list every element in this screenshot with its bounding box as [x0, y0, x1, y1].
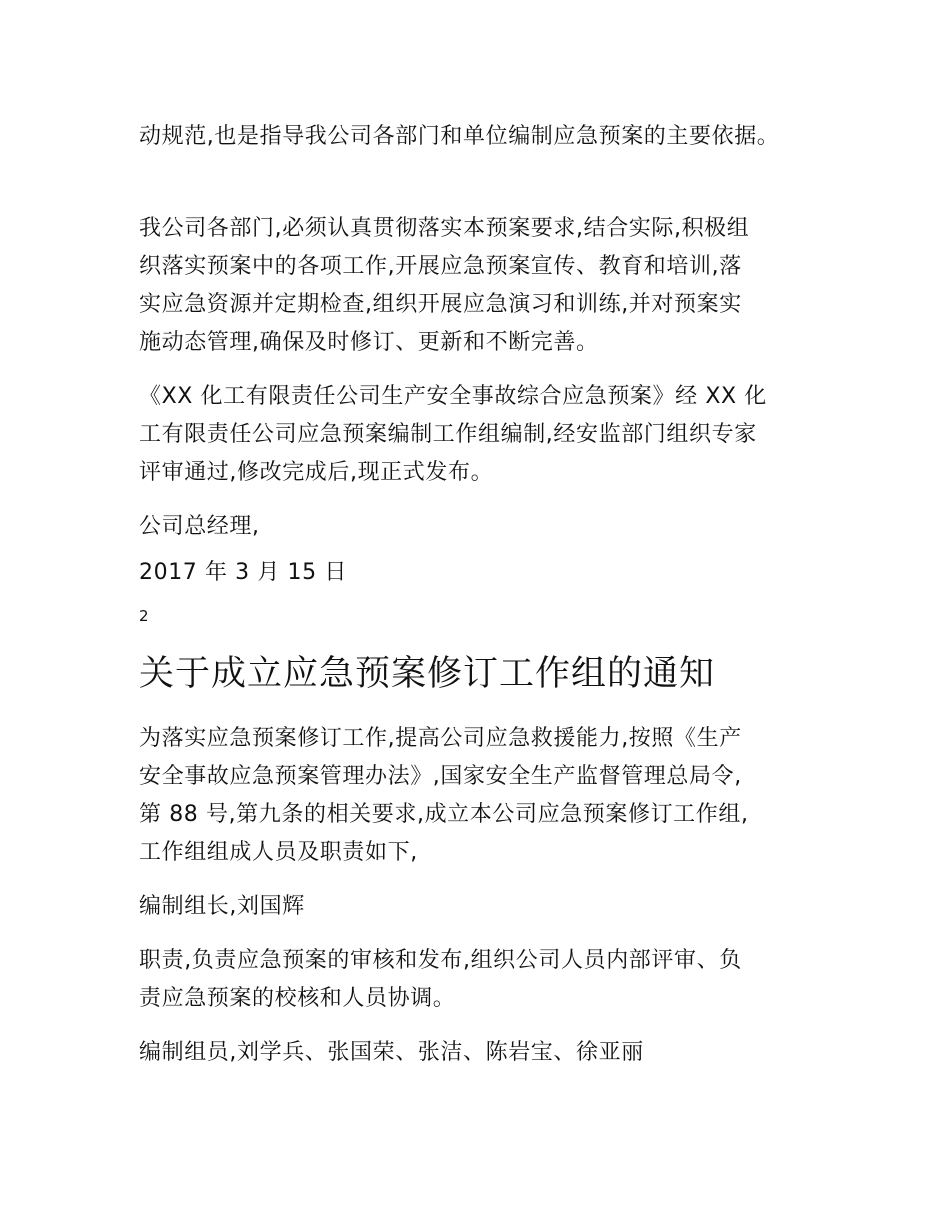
text-line: 施动态管理,确保及时修订、更新和不断完善。 [139, 330, 599, 355]
text-line: 为落实应急预案修订工作,提高公司应急救援能力,按照《生产 [139, 726, 742, 751]
text-line: 安全事故应急预案管理办法》,国家安全生产监督管理总局令, [139, 764, 742, 789]
signature-line: 公司总经理, [139, 514, 260, 539]
text-line: 职责,负责应急预案的审核和发布,组织公司人员内部评审、负 [139, 948, 742, 973]
text-line: 工有限责任公司应急预案编制工作组编制,经安监部门组织专家 [139, 422, 757, 447]
text-line: 《XX 化工有限责任公司生产安全事故综合应急预案》经 XX 化 [139, 384, 767, 409]
paragraph-department-requirements [139, 210, 829, 362]
text-line: 我公司各部门,必须认真贯彻落实本预案要求,结合实际,积极组 [139, 216, 750, 241]
date-line: 2017 年 3 月 15 日 [139, 560, 347, 585]
text-line: 工作组组成人员及职责如下, [139, 840, 418, 865]
team-leader-line: 编制组长,刘国辉 [139, 894, 305, 919]
text-line: 第 88 号,第九条的相关要求,成立本公司应急预案修订工作组, [139, 802, 749, 827]
paragraph-duties [139, 942, 829, 1018]
document-body [139, 118, 829, 1072]
text-line: 实应急资源并定期检查,组织开展应急演习和训练,并对预案实 [139, 292, 742, 317]
text-line: 评审通过,修改完成后,现正式发布。 [139, 460, 494, 485]
text-line: 责应急预案的校核和人员协调。 [139, 986, 456, 1011]
section-heading: 关于成立应急预案修订工作组的通知 [139, 654, 716, 694]
team-members-line: 编制组员,刘学兵、张国荣、张洁、陈岩宝、徐亚丽 [139, 1040, 644, 1065]
paragraph-notice [139, 720, 829, 872]
text-line: 织落实预案中的各项工作,开展应急预案宣传、教育和培训,落 [139, 254, 742, 279]
paragraph-intro-tail: 动规范,也是指导我公司各部门和单位编制应急预案的主要依据。 [139, 124, 780, 149]
page-number: 2 [139, 607, 149, 625]
paragraph-release-statement [139, 378, 829, 492]
